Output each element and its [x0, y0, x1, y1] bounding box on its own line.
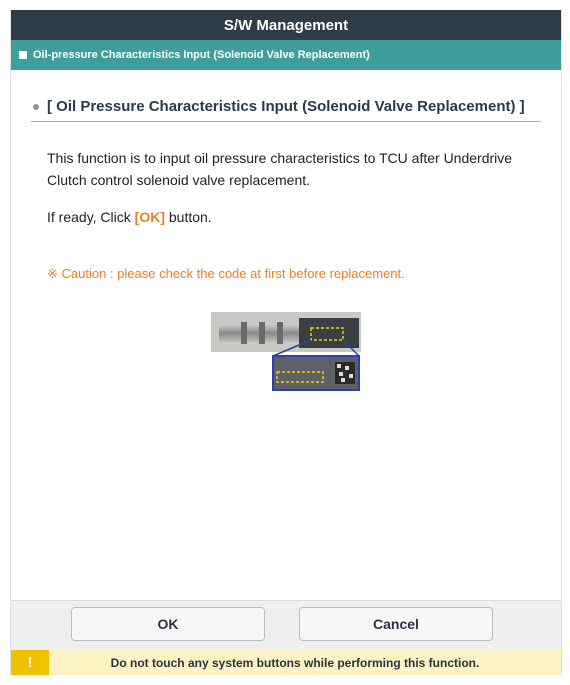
- warning-icon: !: [11, 650, 49, 675]
- function-description: This function is to input oil pressure characteristics to TCU after Underdrive Clutch control solenoid valve replacement.: [47, 150, 513, 188]
- square-bullet-icon: [19, 51, 27, 59]
- window-title: S/W Management: [223, 16, 349, 34]
- ok-button[interactable]: OK: [71, 607, 265, 641]
- warning-bar: [11, 650, 561, 675]
- solenoid-valve-photo: [211, 312, 361, 392]
- valve-ring: [277, 322, 283, 344]
- dialog-button-bar: [11, 600, 561, 651]
- cancel-button[interactable]: Cancel: [299, 607, 493, 641]
- datamatrix-cell: [339, 372, 343, 376]
- ok-emphasis: [OK]: [134, 209, 165, 225]
- ready-suffix: button.: [164, 209, 212, 225]
- circle-bullet-icon: [33, 104, 39, 110]
- datamatrix-cell: [337, 364, 341, 368]
- section-header: [31, 98, 541, 122]
- datamatrix-cell: [341, 378, 345, 382]
- caution-message: ※ Caution : please check the code at first before replacement.: [47, 266, 405, 281]
- valve-ring: [241, 322, 247, 344]
- valve-connector: [299, 318, 359, 348]
- window-title-bar: [11, 10, 561, 40]
- ready-instruction: [47, 209, 212, 225]
- function-subheader-label: Oil-pressure Characteristics Input (Solenoid Valve Replacement): [33, 49, 370, 61]
- section-title: [ Oil Pressure Characteristics Input (Solenoid Valve Replacement) ]: [47, 98, 525, 115]
- valve-ring: [259, 322, 265, 344]
- function-subheader: [11, 40, 561, 70]
- datamatrix-cell: [349, 374, 353, 378]
- sw-management-window: [10, 10, 562, 675]
- datamatrix-cell: [345, 366, 349, 370]
- ready-prefix: If ready, Click: [47, 209, 135, 225]
- warning-text: Do not touch any system buttons while performing this function.: [110, 655, 480, 670]
